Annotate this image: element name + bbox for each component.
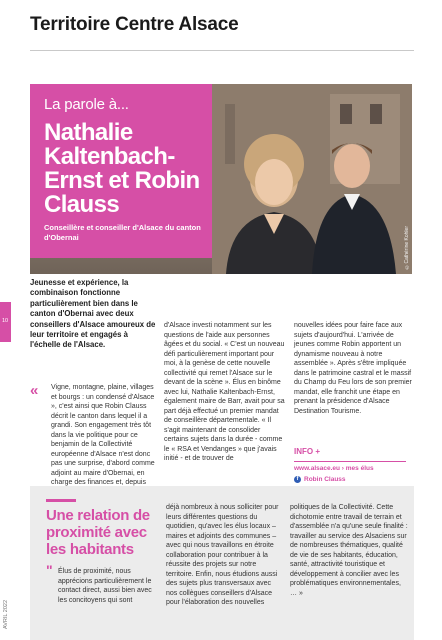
title-divider: [30, 50, 414, 51]
bottom-column-2: déjà nombreux à nous solliciter pour leurs différentes questions du quotidien, qu'avec les élus locaux – maires et adjoints des communes – avec qui nous travaillons en étroite collaboration pour contribuer à la réussite des projets sur notre territoire. Enfin, nous étudions aussi des sujets plus transversaux avec nos collègues conseillers d'Alsace pour l'élaboration des nouvelles: [166, 504, 279, 606]
body-column-1: Vigne, montagne, plaine, villages et bourgs : un condensé d'Alsace », c'est ainsi que Robin Clauss décrit le canton dans lequel il a grandi. Son engagement très tôt dans la vie politique pour ce benjamin de la Collectivité européenne d'Alsace n'est donc pas une surprise, d'abord comme adjoint au maire d'Obernai, en charge des finances et, depuis: [51, 384, 155, 486]
facebook-icon: f: [294, 476, 301, 483]
quote-open-icon: «: [30, 382, 39, 399]
section-title: Territoire Centre Alsace: [30, 14, 239, 35]
bottom-column-1: Élus de proximité, nous apprécions particulièrement le contact direct, aussi bien avec les concitoyens qui sont: [58, 568, 152, 604]
accent-bar: [46, 499, 76, 502]
info-heading: INFO +: [294, 447, 321, 456]
facebook-link-robin[interactable]: [294, 476, 346, 483]
interviewee-names: Nathalie Kaltenbach-Ernst et Robin Clauss: [44, 119, 200, 218]
info-divider: [294, 461, 406, 462]
intro-paragraph: Jeunesse et expérience, la combinaison fonctionne particulièrement bien dans le canton d'Obernai avec deux conseillers d'Alsace amoureux de leur territoire et engagés à l'échelle de l'Alsace.: [30, 278, 156, 350]
bottom-column-3: politiques de la Collectivité. Cette dichotomie entre travail de terrain et d'assemblée n'a qu'une seule finalité : travailler au service des Alsaciens sur de nombreuses thématiques, qualité de vie de ses habitants, éducation, santé, attractivité touristique et développement à concilier avec les problématiques environnementales, … »: [290, 504, 408, 597]
body-column-3: nouvelles idées pour faire face aux sujets d'aujourd'hui. L'arrivée de jeunes comme Robin apportent un dynamisme nouveau à notre assemblée ». Après s'être impliquée dans le patrimoine castral et le massif du Champ du Feu lors de son premier mandat, elle franchit une étape en prenant la présidence d'Alsace Destination Tourisme.: [294, 322, 412, 415]
facebook-label: Robin Clauss: [304, 476, 346, 484]
bottom-section-title: Une relation de proximité avec les habitants: [46, 507, 150, 558]
photo-credit: ©Cathérine Kohler: [404, 226, 410, 270]
kicker: La parole à...: [44, 96, 129, 113]
info-link[interactable]: www.alsace.eu › mes élus: [294, 465, 374, 472]
quote-open-icon: ": [46, 562, 53, 578]
body-column-2: d'Alsace investi notamment sur les questions de l'aide aux personnes âgées et du social. « C'est un nouveau défi particulièrement important pour moi, à la genèse de cette nouvelle collectivité qui remet l'Alsace sur le devant de la scène ». Élus en binôme avec lui, Nathalie Kaltenbach-Ernst, également maire de Barr, avait pour sa part déjà effectué un premier mandat de conseillère départementale. « Il s'agit maintenant de consolider certains sujets dans la durée - comme le « RSA et Vendanges » que j'avais initié - et de trouver de: [164, 322, 285, 462]
title-panel: [30, 84, 212, 258]
page-number: 10: [2, 318, 9, 324]
interviewee-roles: Conseillère et conseiller d'Alsace du canton d'Obernai: [44, 223, 201, 242]
issue-date: AVRIL 2022: [3, 600, 9, 630]
